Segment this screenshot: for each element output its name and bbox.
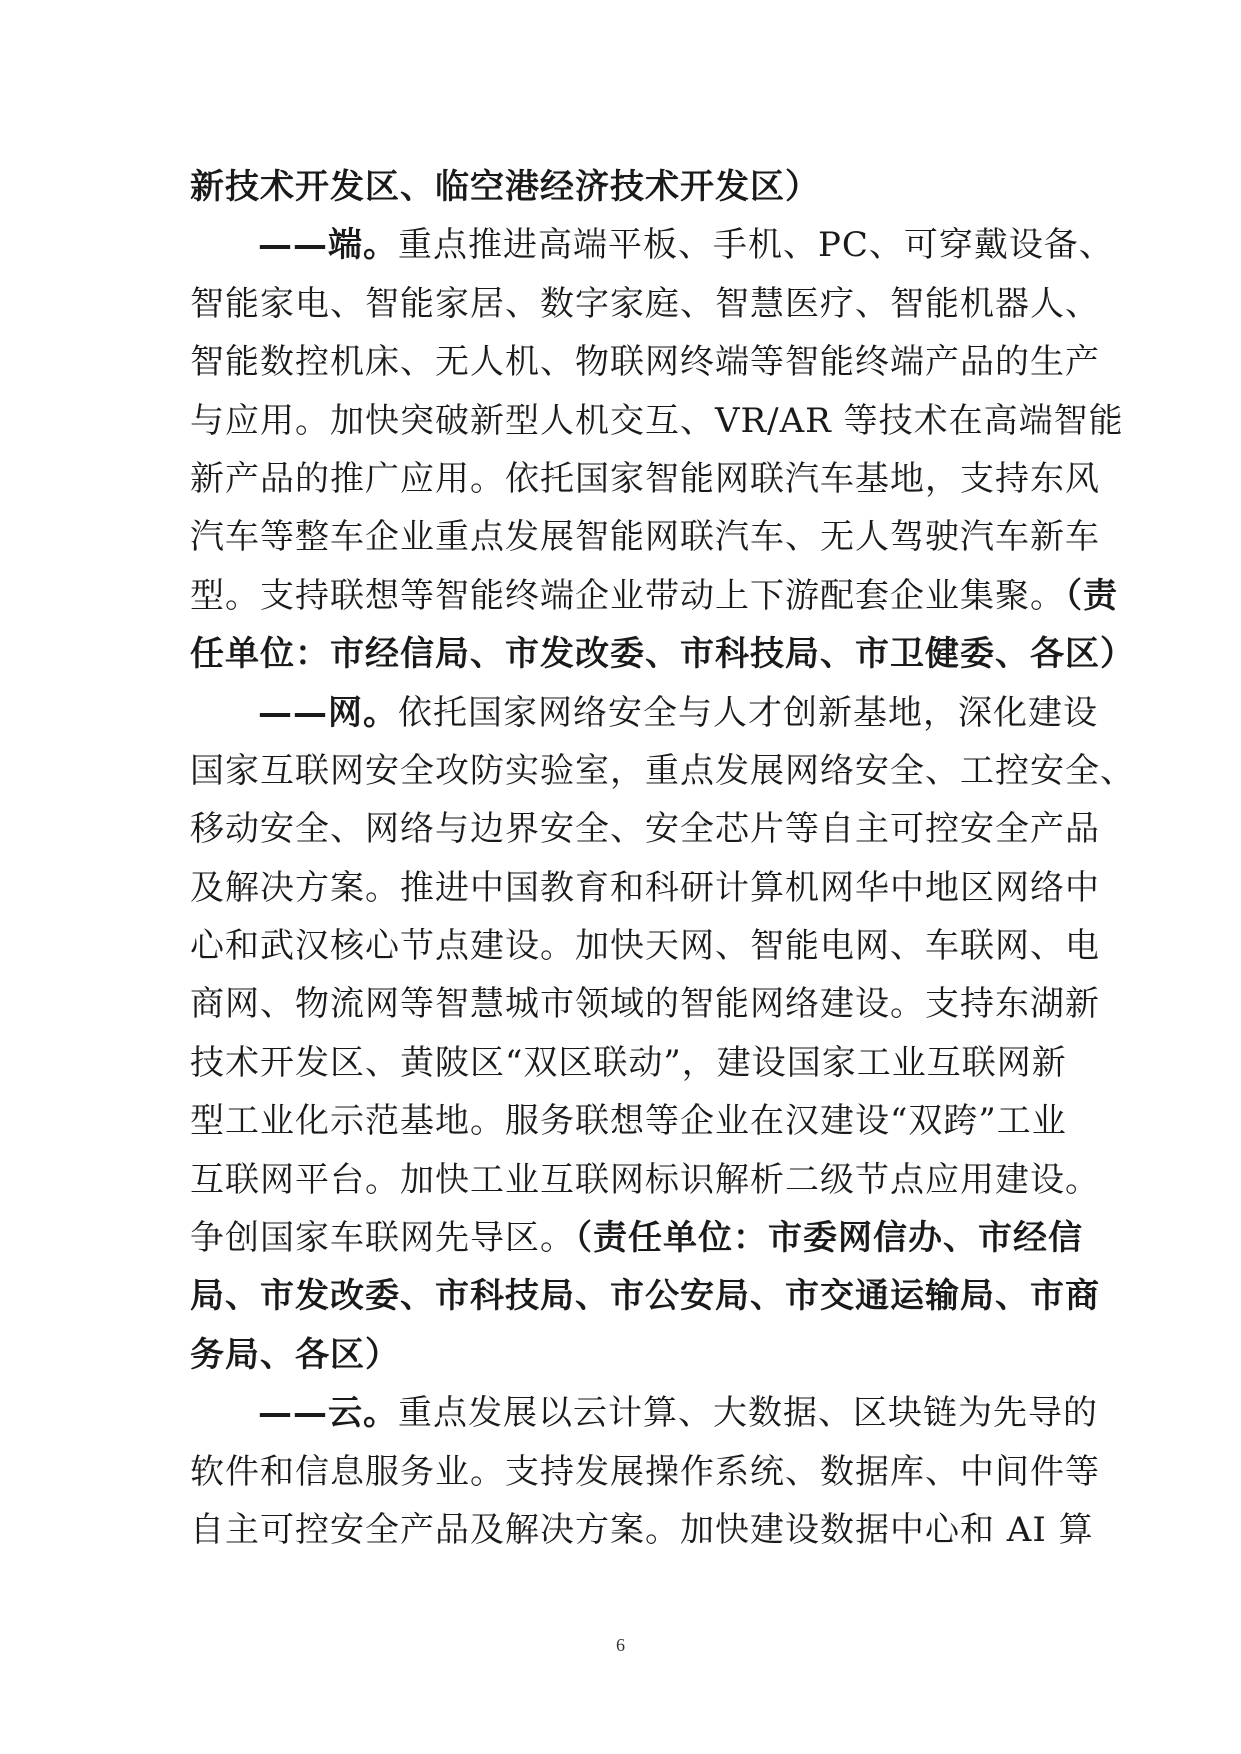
text-line xyxy=(190,333,1100,391)
text-run: 与应用。加快突破新型人机交互、VR/AR 等技术在高端智能 xyxy=(190,400,1124,441)
page-number: 6 xyxy=(616,1635,625,1655)
bold-text-run: （责 xyxy=(1065,575,1118,616)
text-run: 汽车等整车企业重点发展智能网联汽车、无人驾驶汽车新车 xyxy=(190,517,1100,558)
text-line xyxy=(190,158,1050,216)
text-line xyxy=(190,975,1100,1033)
text-run: 移动安全、网络与边界安全、安全芯片等自主可控安全产品 xyxy=(190,809,1100,850)
text-line xyxy=(190,508,1100,566)
text-run: 国家互联网安全攻防实验室，重点发展网络安全、工控安全、 xyxy=(190,750,1135,791)
text-run: 技术开发区、黄陂区“双区联动”，建设国家工业互联网新 xyxy=(190,1042,1067,1083)
text-run: 型。支持联想等智能终端企业带动上下游配套企业集聚。 xyxy=(190,575,1065,616)
text-run: 软件和信息服务业。支持发展操作系统、数据库、中间件等 xyxy=(190,1451,1100,1492)
text-line xyxy=(190,917,1100,975)
text-run: 商网、物流网等智慧城市领域的智能网络建设。支持东湖新 xyxy=(190,984,1100,1025)
document-body xyxy=(190,158,1135,1559)
text-run: 互联网平台。加快工业互联网标识解析二级节点应用建设。 xyxy=(190,1159,1100,1200)
text-line xyxy=(190,1151,1100,1209)
text-run: 心和武汉核心节点建设。加快天网、智能电网、车联网、电 xyxy=(190,926,1100,967)
text-line xyxy=(190,392,1124,450)
text-line xyxy=(190,1326,1050,1384)
text-line xyxy=(190,1267,1100,1325)
bold-text-run: 任单位：市经信局、市发改委、市科技局、市卫健委、各区） xyxy=(190,634,1135,675)
text-line xyxy=(190,450,1100,508)
bold-text-run: ——端。 xyxy=(258,225,398,266)
text-line xyxy=(190,1092,1067,1150)
bold-text-run: ——网。 xyxy=(258,692,398,733)
text-run: 智能家电、智能家居、数字家庭、智慧医疗、智能机器人、 xyxy=(190,283,1100,324)
text-line xyxy=(190,1501,1094,1559)
text-line xyxy=(190,625,1135,683)
text-run: 型工业化示范基地。服务联想等企业在汉建设“双跨”工业 xyxy=(190,1101,1067,1142)
bold-text-run: （责任单位：市委网信办、市经信 xyxy=(575,1218,1083,1259)
text-run: 及解决方案。推进中国教育和科研计算机网华中地区网络中 xyxy=(190,867,1100,908)
bold-text-run: 新技术开发区、临空港经济技术开发区） xyxy=(190,167,820,207)
text-line xyxy=(190,567,1118,625)
text-line xyxy=(190,742,1135,800)
text-line xyxy=(190,1443,1100,1501)
text-run: 新产品的推广应用。依托国家智能网联汽车基地，支持东风 xyxy=(190,458,1100,499)
text-run: 依托国家网络安全与人才创新基地，深化建设 xyxy=(398,692,1098,733)
text-line xyxy=(190,1384,1098,1442)
text-line xyxy=(190,1209,1083,1267)
text-run: 智能数控机床、无人机、物联网终端等智能终端产品的生产 xyxy=(190,342,1100,383)
text-line xyxy=(190,684,1098,742)
text-line xyxy=(190,1034,1067,1092)
text-run: 争创国家车联网先导区。 xyxy=(190,1218,575,1259)
text-run: 重点推进高端平板、手机、PC、可穿戴设备、 xyxy=(398,225,1114,266)
bold-text-run: 务局、各区） xyxy=(190,1334,400,1375)
bold-text-run: ——云。 xyxy=(258,1393,398,1434)
text-run: 自主可控安全产品及解决方案。加快建设数据中心和 AI 算 xyxy=(190,1509,1094,1550)
text-line xyxy=(190,216,1114,274)
text-line xyxy=(190,859,1100,917)
text-run: 重点发展以云计算、大数据、区块链为先导的 xyxy=(398,1393,1098,1434)
text-line xyxy=(190,275,1100,333)
text-line xyxy=(190,800,1100,858)
bold-text-run: 局、市发改委、市科技局、市公安局、市交通运输局、市商 xyxy=(190,1276,1100,1317)
